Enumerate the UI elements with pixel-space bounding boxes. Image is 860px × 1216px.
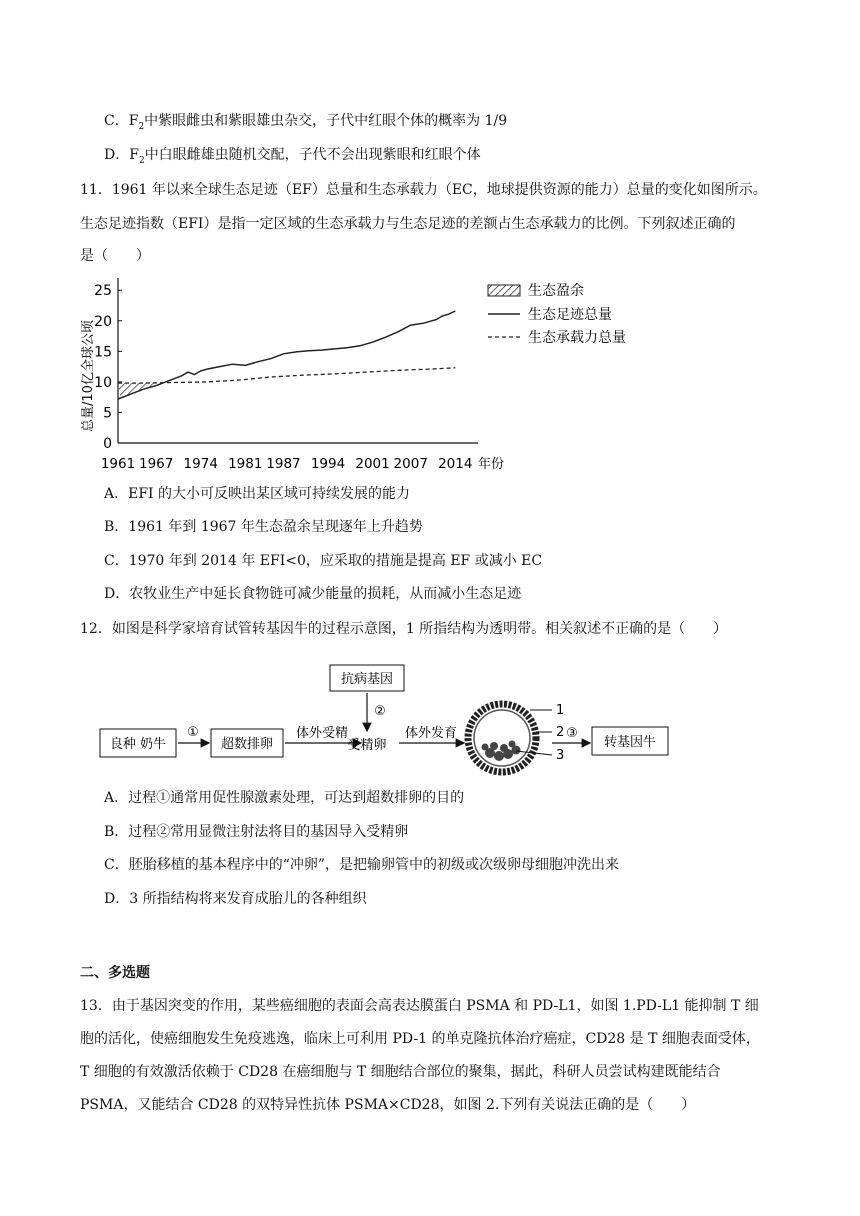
box-superovulation-label: 超数排卵 (220, 737, 274, 752)
q12-line: 12．如图是科学家培育试管转基因牛的过程示意图，1 所指结构为透明带。相关叙述不正确的是（ ） (80, 621, 728, 637)
box-gene-label: 抗病基因 (340, 672, 394, 687)
label-3: 3 (556, 748, 565, 763)
q11-option-a: A．EFI 的大小可反映出某区域可持续发展的能力 (104, 486, 411, 502)
x-tick-label: 2014 (438, 456, 473, 472)
box-cow-label: 良种 奶牛 (109, 737, 167, 752)
box-transgenic-cow-label: 转基因牛 (603, 735, 657, 750)
q11-option-b: B．1961 年到 1967 年生态盈余呈现逐年上升趋势 (104, 519, 423, 535)
x-tick-label: 2007 (393, 456, 428, 472)
step-1-label: ① (187, 725, 199, 740)
y-axis-label: 总量/10亿全球公顷 (81, 320, 96, 432)
legend-surplus-swatch (488, 285, 520, 296)
x-axis-label: 年份 (478, 457, 505, 472)
q13-line-2: 胞的活化，使癌细胞发生免疫逃逸，临床上可利用 PD-1 的单克隆抗体治疗癌症，CD28 是 T 细胞表面受体， (80, 1031, 760, 1047)
q11-line-3: 是（ ） (80, 248, 150, 264)
q13-line-1: 13．由于基因突变的作用，某些癌细胞的表面会高表达膜蛋白 PSMA 和 PD-L1，如图 1.PD-L1 能抑制 T 细 (80, 998, 759, 1014)
step-2-label: ② (374, 704, 386, 719)
section-heading: 二、多选题 (80, 965, 150, 981)
y-tick-label: 20 (94, 313, 112, 330)
legend-entry: 生态盈余 (528, 283, 584, 299)
label-1: 1 (556, 703, 565, 718)
y-tick-label: 25 (94, 283, 112, 300)
zygote-label: 受精卵 (347, 738, 387, 753)
q13-line-3: T 细胞的有效激活依赖于 CD28 在癌细胞与 T 细胞结合部位的聚集，据此，科研人员尝试构建既能结合 (80, 1064, 721, 1080)
chart-legend (488, 282, 626, 346)
q11-option-d: D．农牧业生产中延长食物链可减少能量的损耗，从而减小生态足迹 (104, 586, 522, 602)
blastocyst-image (468, 704, 536, 772)
q12-option-b: B．过程②常用显微注射法将目的基因导入受精卵 (104, 824, 409, 840)
ivf-label: 体外受精 (295, 726, 349, 741)
legend-entry: 生态承载力总量 (528, 330, 626, 346)
transgenic-cow-diagram (90, 655, 690, 785)
x-tick-label: 1981 (228, 456, 263, 472)
ef-line (118, 311, 455, 399)
legend-entry: 生态足迹总量 (528, 307, 612, 323)
y-tick-label: 0 (103, 436, 112, 452)
q12-option-a: A．过程①通常用促性腺激素处理，可达到超数排卵的目的 (104, 790, 465, 806)
label-2: 2 (556, 725, 565, 740)
x-tick-label: 1961 (100, 456, 136, 472)
culture-label: 体外发育 (404, 726, 458, 741)
x-tick-label: 1967 (139, 456, 174, 472)
step-3-label: ③ (566, 726, 578, 741)
ef-ec-line-chart (70, 268, 670, 478)
q13-line-4: PSMA，又能结合 CD28 的双特异性抗体 PSMA×CD28，如图 2.下列有关说法正确的是（ ） (80, 1097, 696, 1113)
x-tick-label: 2001 (355, 456, 390, 472)
x-tick-label: 1994 (310, 456, 346, 472)
q12-option-d: D．3 所指结构将来发育成胎儿的各种组织 (104, 891, 367, 907)
option-c-top: C．$F_2$中紫眼雌虫和紫眼雄虫杂交，子代中红眼个体的概率为 1/9 (104, 113, 508, 132)
x-tick-label: 1987 (266, 456, 301, 472)
y-tick-label: 15 (94, 344, 112, 361)
option-d-top: D．$F_2$中白眼雌雄虫随机交配，子代不会出现紫眼和红眼个体 (104, 147, 481, 166)
q11-line-1: 11．1961 年以来全球生态足迹（EF）总量和生态承载力（EC，地球提供资源的能力）总量的变化如图所示。 (80, 182, 767, 198)
q11-option-c: C．1970 年到 2014 年 EFI<0，应采取的措施是提高 EF 或减小 EC (104, 553, 543, 569)
q12-option-c: C．胚胎移植的基本程序中的“冲卵”，是把输卵管中的初级或次级卵母细胞冲洗出来 (104, 857, 620, 873)
y-tick-label: 5 (103, 405, 112, 422)
y-tick-label: 10 (94, 374, 112, 391)
q11-line-2: 生态足迹指数（EFI）是指一定区域的生态承载力与生态足迹的差额占生态承载力的比例。下列叙述正确的 (80, 216, 736, 232)
x-tick-label: 1974 (183, 456, 218, 472)
